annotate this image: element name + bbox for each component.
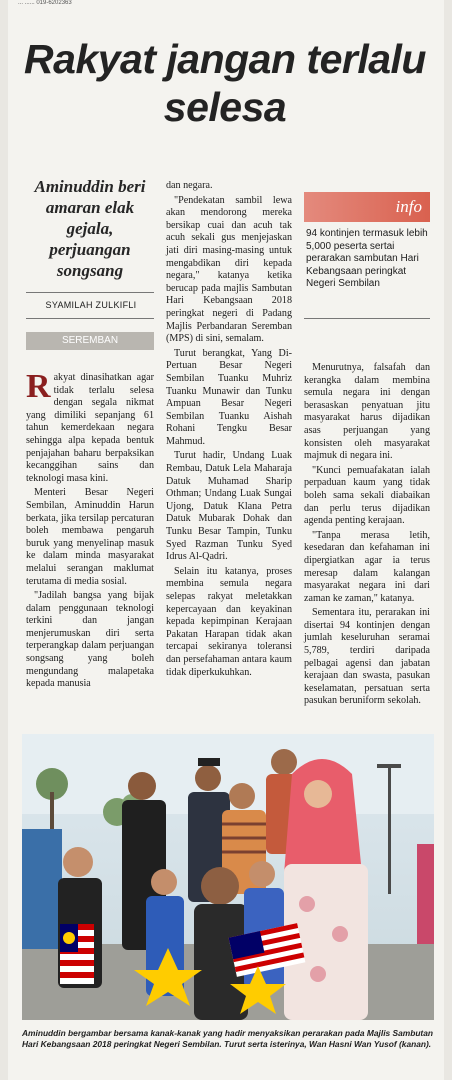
paragraph: "Jadilah bangsa yang bijak dalam penggunaan teknologi terkini dan jangan menjerumuskan diri serta terperangkap dalam perjuangan songsang yang boleh mengundang malapetaka kepada manusia bbox=[26, 590, 154, 690]
paragraph bbox=[26, 368, 154, 485]
paragraph: Sementara itu, perarakan ini disertai 94 kontinjen dengan jumlah keseluruhan seramai 5,789, terdiri daripada pelbagai agensi dan jabatan kerajaan dan swasta, pasukan keselamatan, persatuan serta pasukan beruniform sekolah. bbox=[304, 607, 430, 707]
paragraph: Turut hadir, Undang Luak Rembau, Datuk Lela Maharaja Datuk Muhamad Sharip Othman; Undang Luak Sungai Ujong, Datuk Klana Petra Datuk Mubarak Dohak dan Tunku Besar Tampin, Tunku Syed Razman Tunku Syed Idrus Al-Qadri. bbox=[166, 450, 292, 563]
paragraph: Selain itu katanya, proses membina semula negara selepas rakyat meletakkan kepercayaan dan keyakinan kepada kepimpinan Kerajaan Pakatan Harapan tidak akan tercapai sekiranya toleransi dan persefahaman antara kaum tidak diperkukuhkan. bbox=[166, 565, 292, 678]
divider bbox=[26, 318, 154, 319]
headline: Rakyat jangan terlalu selesa bbox=[24, 36, 426, 130]
photo-caption: Aminuddin bergambar bersama kanak-kanak yang hadir menyaksikan perarakan pada Majlis Sambutan Hari Kebangsaan 2018 peringkat Negeri Sembilan. Turut serta isterinya, Wan Hasni Wan Yusof (kanan). bbox=[22, 1028, 433, 1049]
paragraph: Menteri Besar Negeri Sembilan, Aminuddin Harun berkata, jika tersilap percaturan boleh membawa pengaruh buruk yang menyelinap masuk ke dalam minda masyarakat melalui serangan maklumat terutama di media sosial. bbox=[26, 487, 154, 587]
photo-illustration bbox=[22, 734, 434, 1020]
drop-cap: R bbox=[26, 368, 51, 405]
paragraph: Menurutnya, falsafah dan kerangka dalam membina semula negara ini dengan berasaskan penyatuan jitu masyarakat harus dijadikan asas perjuangan yang konsisten oleh masyarakat majmuk di negara ini. bbox=[304, 362, 430, 462]
divider bbox=[304, 318, 430, 319]
article-column-1 bbox=[26, 368, 154, 693]
info-label: info bbox=[395, 197, 422, 216]
paragraph-text: akyat dinasihatkan agar tidak terlalu selesa dengan segala nikmat yang dimiliki sepanjang 61 tahun kemerdekaan negara sehingga alpa kepada bentuk penjajahan baharu berpaksikan kecanggihan sains dan teknologi masa kini. bbox=[26, 372, 154, 484]
paragraph: "Tanpa merasa letih, kesedaran dan kefahaman ini dipergiatkan agar ia terus meresap dalam kalangan masyarakat negara ini dari zaman ke zaman," katanya. bbox=[304, 529, 430, 604]
malaysia-flag-icon bbox=[60, 924, 94, 984]
paragraph: "Pendekatan sambil lewa akan mendorong mereka bersikap cuai dan acuh tak acuh sekali gus menjejaskan jati diri masing-masing untuk mengabdikan diri kepada negara," katanya ketika berucap pada majlis Sambutan Hari Kebangsaan 2018 peringkat negeri di Padang Majlis Perbandaran Seremban (MPS) di sini, semalam. bbox=[166, 194, 292, 345]
event-photo bbox=[22, 734, 434, 1020]
article-column-2 bbox=[166, 180, 292, 681]
info-text: 94 kontinjen termasuk lebih 5,000 peserta sertai perarakan sambutan Hari Kebangsaan peringkat Negeri Sembilan bbox=[306, 228, 428, 290]
deck-subheadline: Aminuddin beri amaran elak gejala, perjuangan songsang bbox=[34, 177, 146, 280]
paragraph: "Kunci pemuafakatan ialah perpaduan kaum yang tidak boleh sama sekali diabaikan dan perlu terus dijadikan agenda penting kerajaan. bbox=[304, 464, 430, 527]
article-column-3 bbox=[304, 362, 430, 710]
dateline-badge: SEREMBAN bbox=[26, 332, 154, 350]
paragraph: Turut berangkat, Yang Di-Pertuan Besar Negeri Sembilan Tuanku Muhriz Tuanku Munawir dan Tunku Ampuan Besar Negeri Sembilan Tuanku Aishah Rohani Tengku Besar Mahmud. bbox=[166, 347, 292, 447]
info-box bbox=[304, 192, 430, 222]
lamp-post bbox=[388, 764, 391, 894]
paragraph: dan negara. bbox=[166, 180, 213, 191]
woman-hijab bbox=[284, 759, 362, 874]
divider bbox=[26, 292, 154, 293]
byline: SYAMILAH ZULKIFLI bbox=[45, 300, 137, 310]
header-strip: ... ...... 019-6202363 bbox=[18, 0, 72, 6]
